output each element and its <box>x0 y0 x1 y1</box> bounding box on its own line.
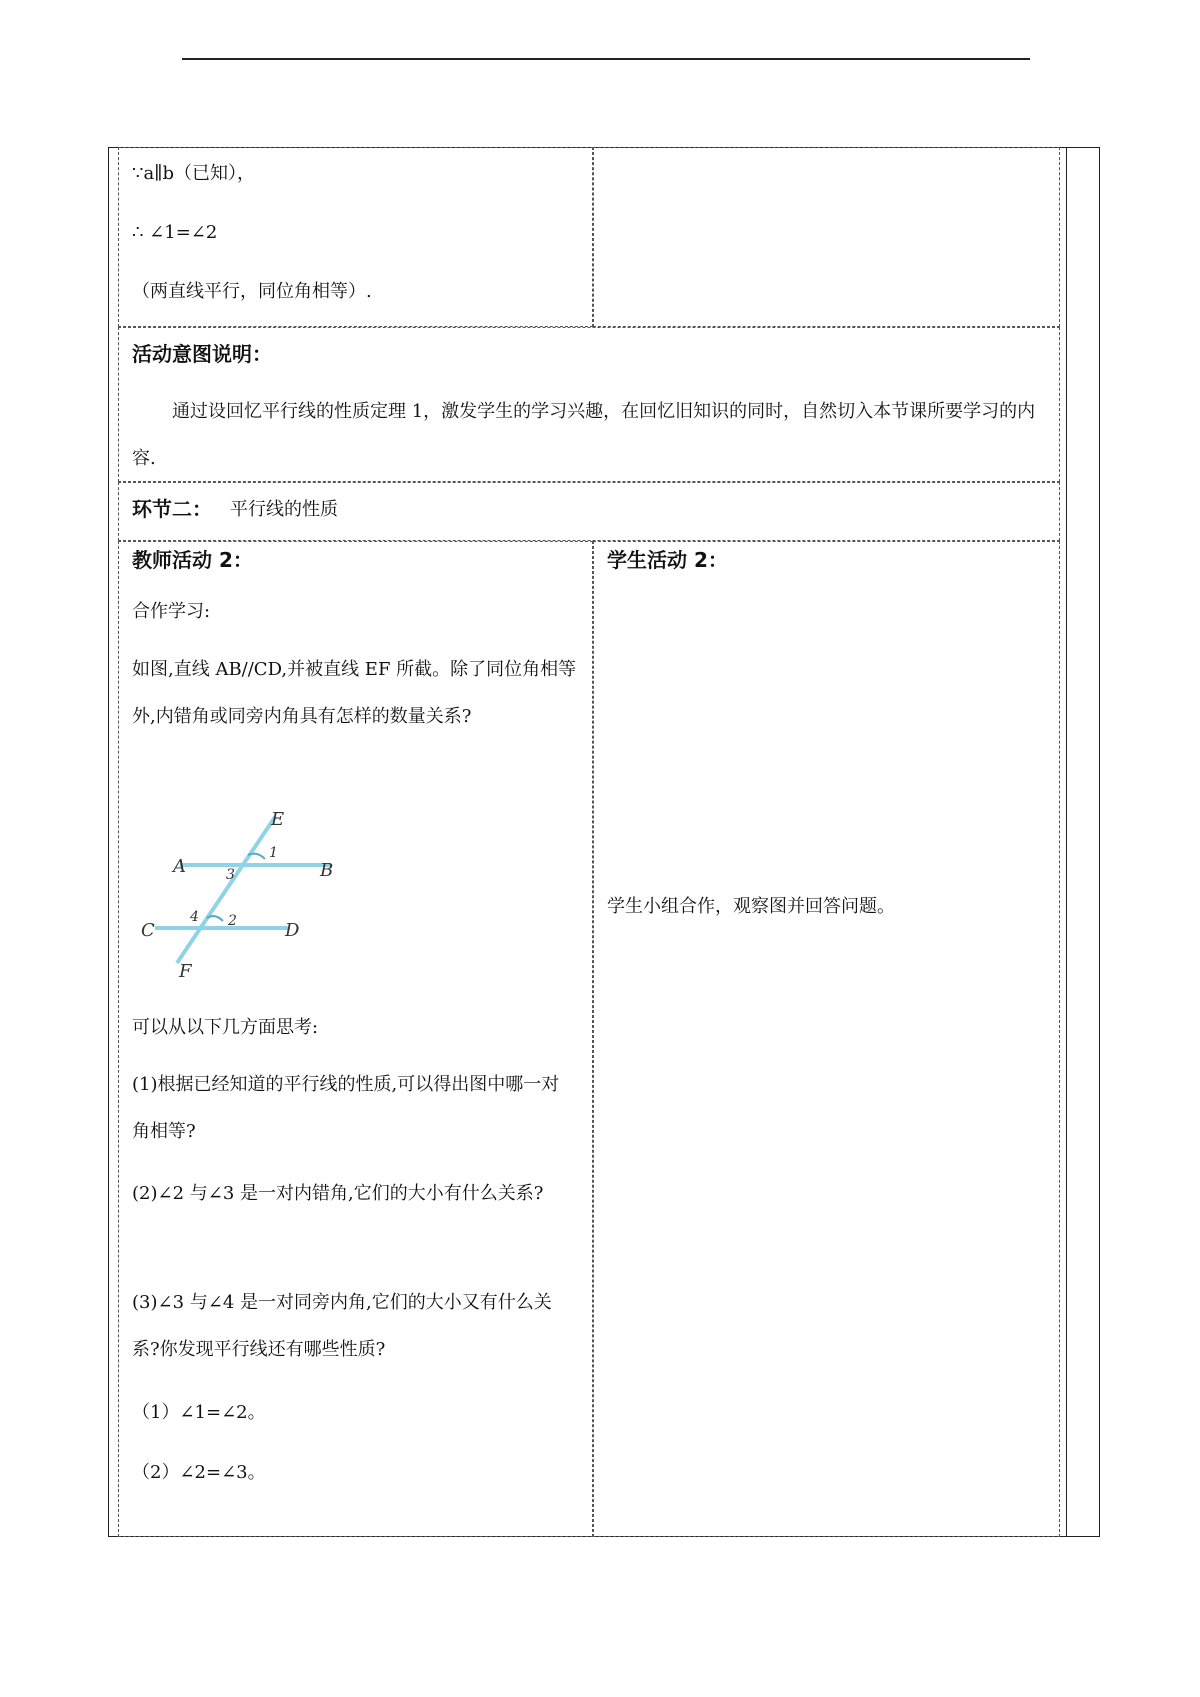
parallel-lines-figure <box>135 805 355 980</box>
table-side-rule <box>1066 147 1067 1537</box>
teacher-think: 可以从以下几方面思考: <box>132 1017 319 1038</box>
teacher-q2: (2)∠2 与∠3 是一对内错角,它们的大小有什么关系? <box>132 1183 544 1204</box>
student-body: 学生小组合作，观察图并回答问题。 <box>607 896 895 917</box>
label-angle-2: 2 <box>228 913 237 929</box>
teacher-a1: （1）∠1=∠2。 <box>132 1402 266 1423</box>
intent-heading: 活动意图说明： <box>132 342 272 366</box>
teacher-q3: (3)∠3 与∠4 是一对同旁内角,它们的大小又有什么关系?你发现平行线还有哪些性质? <box>132 1292 552 1360</box>
teacher-a2: （2）∠2=∠3。 <box>132 1462 266 1483</box>
proof-reason: （两直线平行，同位角相等）. <box>132 281 372 302</box>
label-c: C <box>141 920 155 941</box>
teacher-q1: (1)根据已经知道的平行线的性质,可以得出图中哪一对角相等? <box>132 1074 560 1142</box>
student-heading: 学生活动 2： <box>607 548 728 572</box>
header-rule <box>182 58 1030 60</box>
line-ef <box>177 817 275 963</box>
label-angle-4: 4 <box>190 909 199 925</box>
label-d: D <box>285 920 300 941</box>
label-e: E <box>271 809 285 830</box>
teacher-heading: 教师活动 2： <box>132 548 253 572</box>
label-angle-1: 1 <box>269 845 278 861</box>
label-b: B <box>320 860 334 881</box>
proof-given: ∵a∥b（已知）， <box>132 163 256 184</box>
student-cell <box>593 541 1060 1537</box>
section-label: 环节二： <box>132 497 212 521</box>
teacher-question: 如图,直线 AB//CD,并被直线 EF 所截。除了同位角相等外,内错角或同旁内角具有怎样的数量关系? <box>132 659 577 727</box>
teacher-coop: 合作学习: <box>132 601 211 622</box>
label-a: A <box>173 856 186 877</box>
label-f: F <box>179 961 192 980</box>
proof-cell-right <box>593 147 1060 327</box>
proof-conclusion: ∴ ∠1=∠2 <box>132 222 218 243</box>
intent-body: 通过设回忆平行线的性质定理 1，激发学生的学习兴趣，在回忆旧知识的同时，自然切入本节课所要学习的内容. <box>132 401 1036 469</box>
section-title: 平行线的性质 <box>230 499 338 520</box>
label-angle-3: 3 <box>226 867 235 883</box>
angle-arc-2 <box>207 916 223 921</box>
